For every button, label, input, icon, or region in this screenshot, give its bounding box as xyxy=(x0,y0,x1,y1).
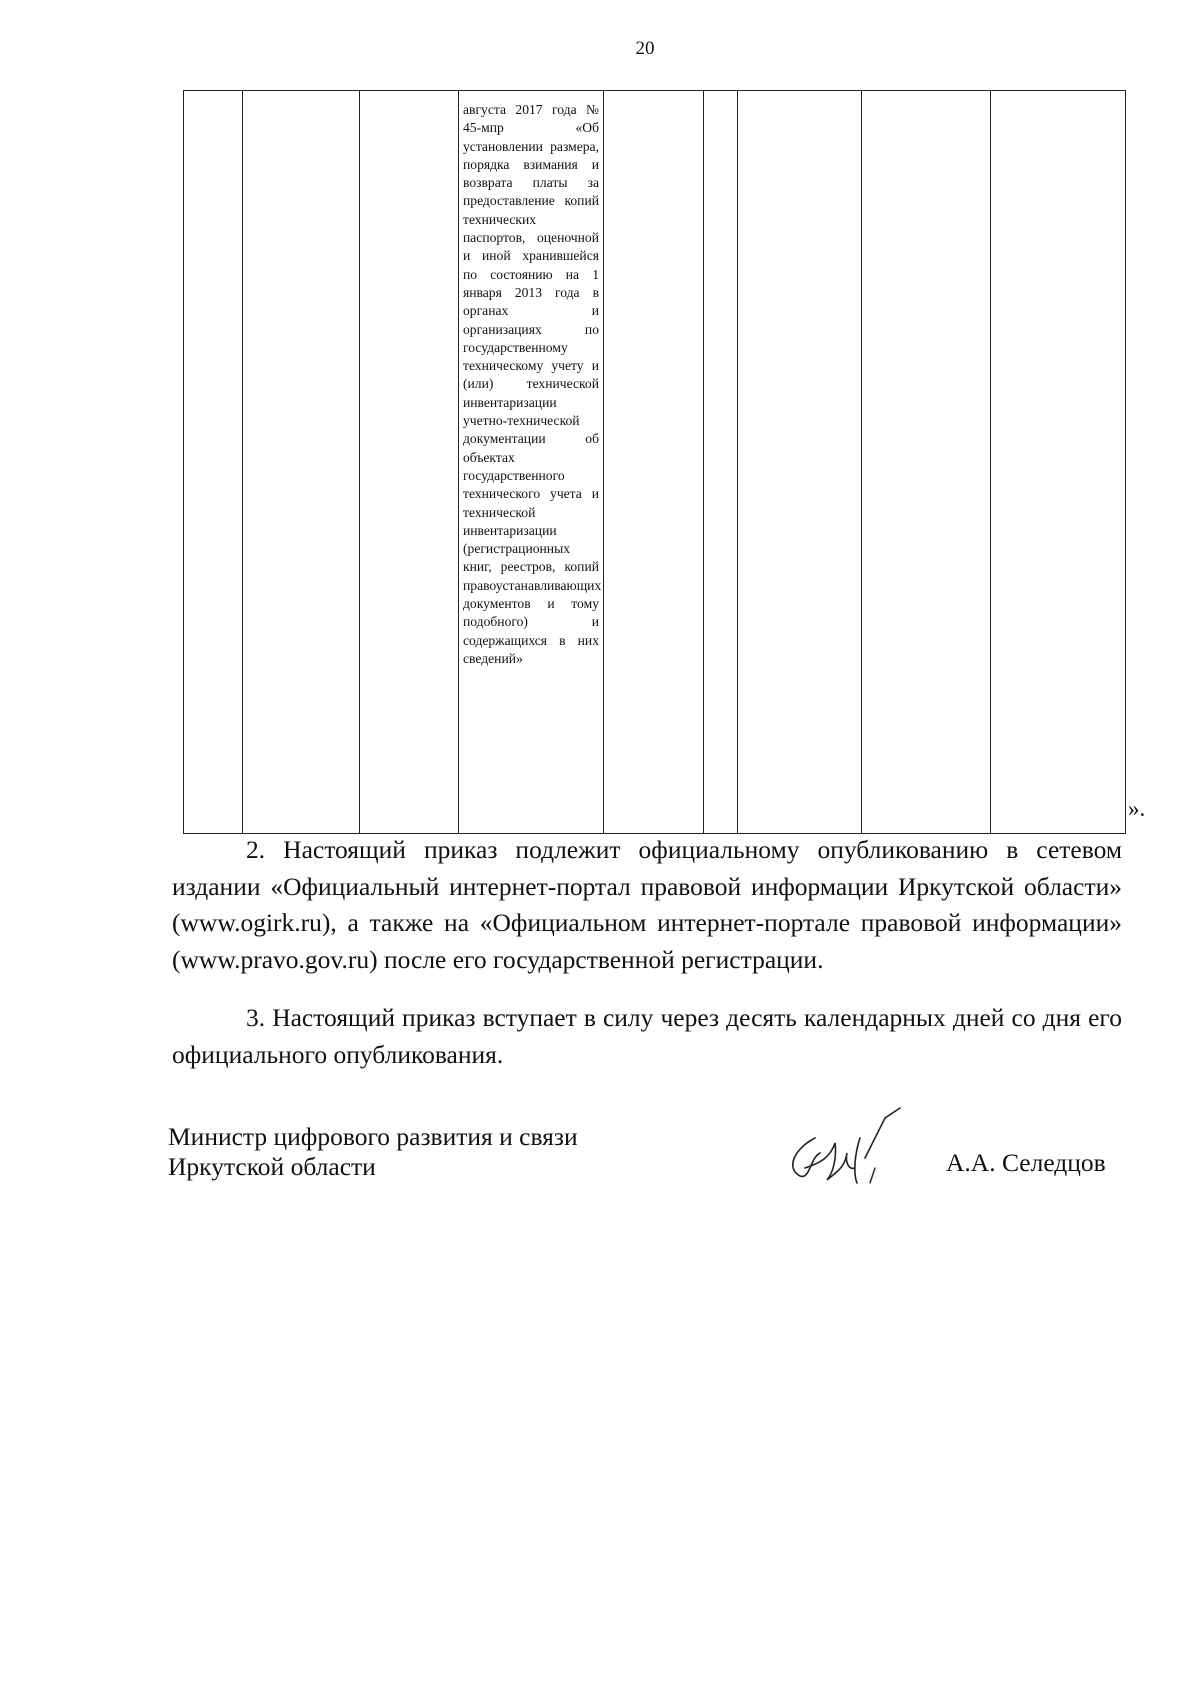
page-number: 20 xyxy=(635,38,655,59)
signer-role-line1: Министр цифрового развития и связи xyxy=(168,1122,578,1151)
signer-role xyxy=(168,1122,578,1182)
table-cell xyxy=(360,91,459,834)
legal-act-text: августа 2017 года № 45-мпр «Об установлении размера, порядка взимания и возврата платы за предоставление копий технических паспортов, оценочной и иной хранившейся по состоянию на 1 января 2013 года в органах и организациях по государственному техническому учету и (или) технической инвентаризации учетно-технической документации об объектах государственного технического учета и технической инвентаризации (регистрационных книг, реестров, копий правоустанавливающих документов и тому подобного) и содержащихся в них сведений» xyxy=(463,102,602,666)
paragraph-2 xyxy=(172,832,1122,978)
signer-name: А.А. Селедцов xyxy=(946,1148,1106,1177)
paragraph-3-text: 3. Настоящий приказ вступает в силу через десять календарных дней со дня его официального опубликования. xyxy=(172,1003,1122,1069)
closing-quote: ». xyxy=(1128,796,1146,821)
table-row xyxy=(184,91,1126,834)
table-cell-legal-act xyxy=(459,91,604,834)
table-cell xyxy=(184,91,243,834)
handwritten-signature-icon xyxy=(775,1098,925,1198)
paragraph-2-text: 2. Настоящий приказ подлежит официальному опубликованию в сетевом издании «Официальный интернет-портал правовой информации Иркутской области» (www.ogirk.ru), а также на «Официальном интернет-портале правовой информации» (www.pravo.gov.ru) после его государственной регистрации. xyxy=(172,835,1122,974)
table-cell xyxy=(991,91,1126,834)
table-cell xyxy=(704,91,738,834)
table-cell xyxy=(243,91,360,834)
table-cell xyxy=(738,91,862,834)
table-cell xyxy=(604,91,704,834)
signer-role-line2: Иркутской области xyxy=(168,1152,376,1181)
table-cell xyxy=(862,91,991,834)
paragraph-3 xyxy=(172,1000,1122,1073)
continuation-table xyxy=(183,90,1126,834)
